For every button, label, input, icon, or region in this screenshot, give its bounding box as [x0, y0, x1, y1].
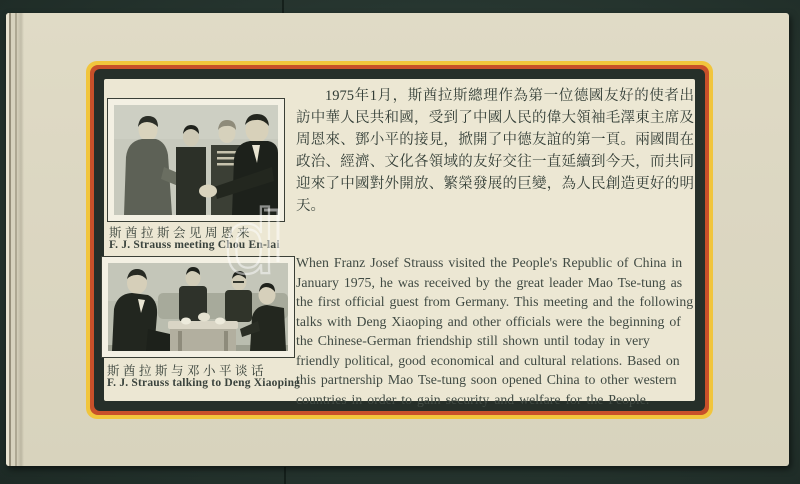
- photo1-caption-chinese: 斯酋拉斯会见周恩来: [109, 226, 254, 240]
- scan-seam-top: [282, 0, 284, 13]
- booklet-cover-card: [6, 13, 789, 466]
- english-paragraph: When Franz Josef Strauss visited the People's Republic of China in January 1975, he was received by the great leader Mao Tse-tung as the first official guest from Germany. This meeting and the following talks with Deng Xiaoping and other officials were the beginning of the Chinese-German friendship still shown until today in very friendly political, good economical and cultural relations. Based on this partnership Mao Tse-tung soon opened China to other western countries in order to gain security and welfare for the People.: [296, 255, 694, 407]
- flag-frame-gold-stripe: [86, 61, 713, 419]
- flag-frame-black-stripe: [94, 69, 705, 411]
- photo-strauss-meeting-chou: [107, 98, 285, 222]
- photo2-caption-english: F. J. Strauss talking to Deng Xiaoping: [107, 377, 301, 389]
- photo-strauss-talking-deng: [101, 256, 295, 358]
- photo2-caption-chinese: 斯酋拉斯与邓小平谈话: [107, 364, 268, 378]
- booklet-spine-fold: [6, 13, 24, 466]
- photo-strauss-talking-deng-image: [108, 263, 288, 351]
- chinese-paragraph: 1975年1月，斯酋拉斯總理作為第一位德國友好的使者出訪中華人民共和國，受到了中國人民的偉大領袖毛澤東主席及周恩來、鄧小平的接見，掀開了中德友誼的第一頁。兩國間在政治、經濟、文化各領域的友好交往一直延續到今天，而共同迎來了中國對外開放、繁榮發展的巨變，為人民創造更好的明天。: [296, 88, 694, 214]
- photo-strauss-meeting-chou-image: [114, 105, 278, 215]
- watermark-letter: d: [224, 196, 276, 293]
- photo1-caption-english: F. J. Strauss meeting Chou En-lai: [109, 239, 280, 251]
- scan-seam-bottom: [284, 467, 286, 484]
- inner-panel: [104, 79, 695, 407]
- flag-frame-red-stripe: [90, 65, 709, 415]
- handshake-hands: [199, 185, 217, 198]
